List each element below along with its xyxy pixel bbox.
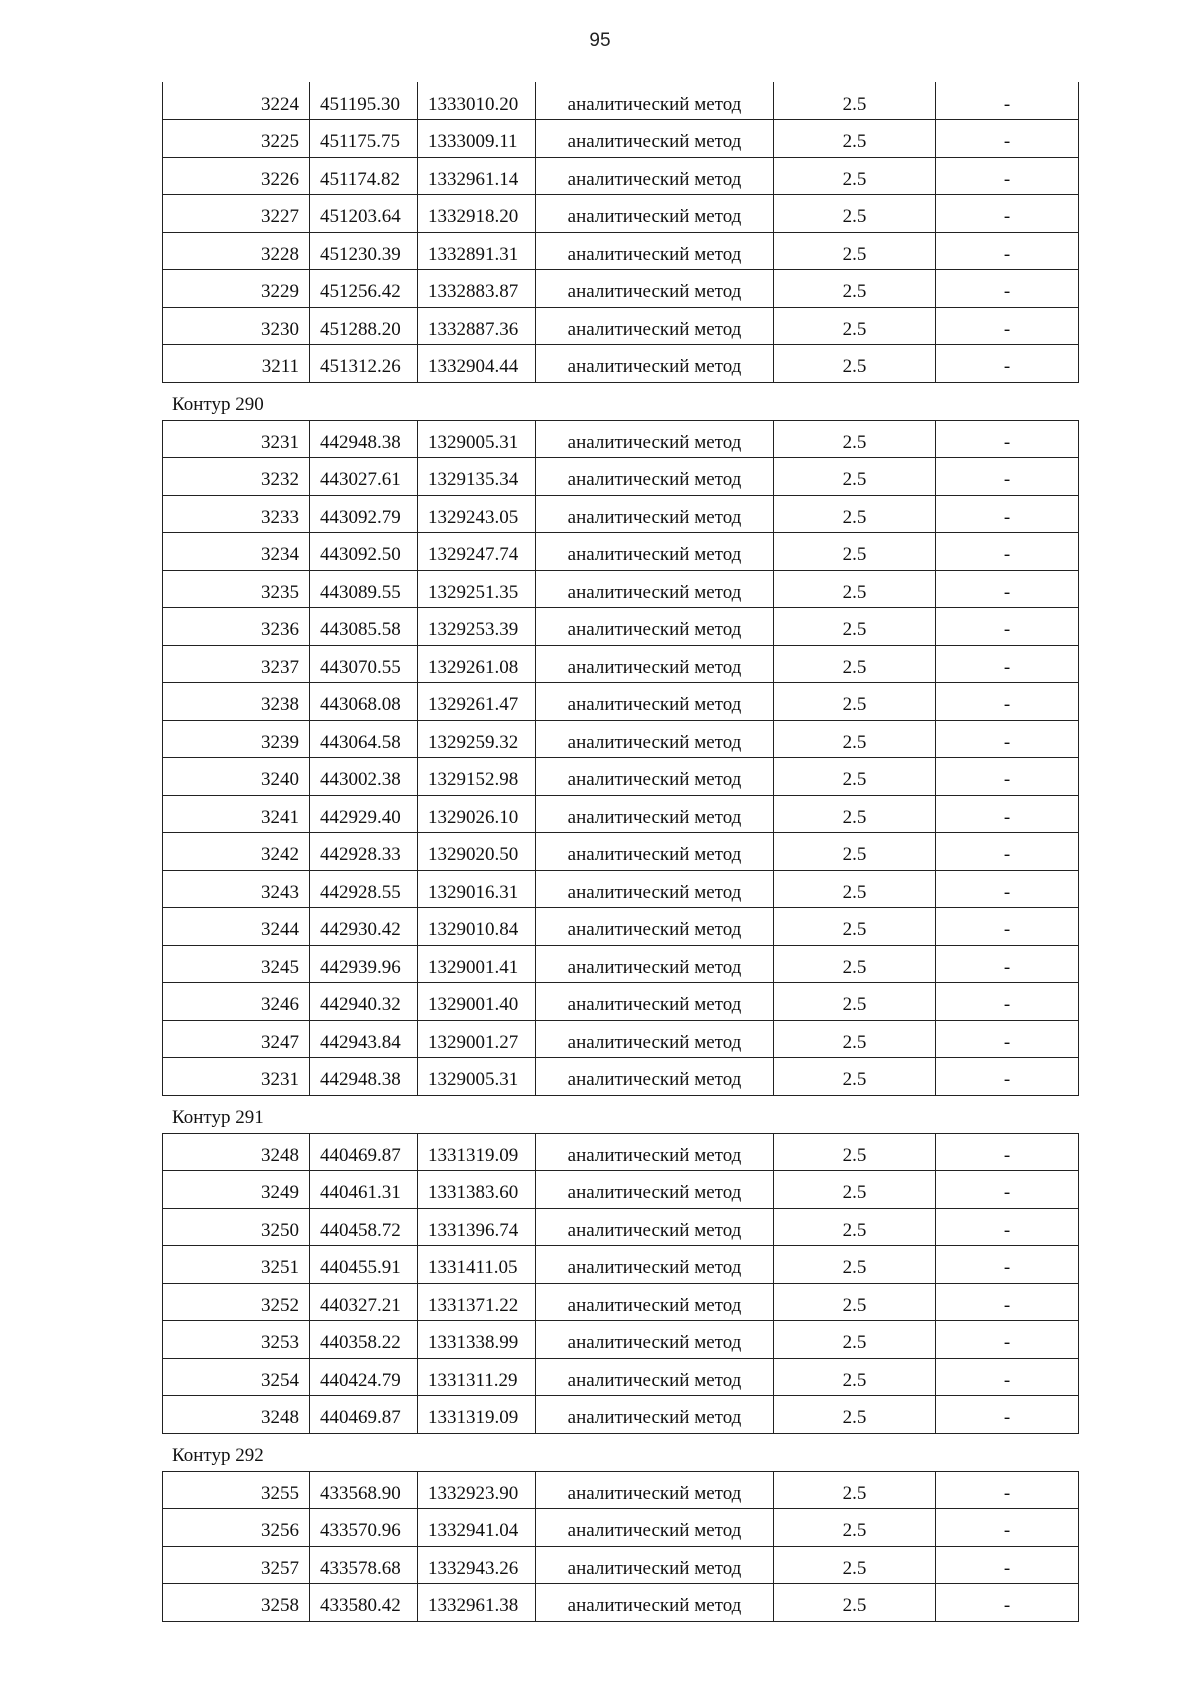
table-row: [163, 945, 1079, 983]
x-coordinate-cell: 433578.68: [310, 1546, 418, 1584]
point-number-cell: 3230: [163, 307, 310, 345]
accuracy-cell: 2.5: [774, 1208, 936, 1246]
table-row: [163, 195, 1079, 233]
point-number-cell: 3229: [163, 270, 310, 308]
point-number-cell: 3246: [163, 983, 310, 1021]
x-coordinate-cell: 440461.31: [310, 1171, 418, 1209]
accuracy-cell: 2.5: [774, 232, 936, 270]
y-coordinate-cell: 1329243.05: [418, 495, 536, 533]
accuracy-cell: 2.5: [774, 908, 936, 946]
x-coordinate-cell: 451256.42: [310, 270, 418, 308]
y-coordinate-cell: 1329251.35: [418, 570, 536, 608]
table-row: [163, 683, 1079, 721]
dash-cell: -: [936, 870, 1079, 908]
dash-cell: -: [936, 1133, 1079, 1171]
point-number-cell: 3257: [163, 1546, 310, 1584]
accuracy-cell: 2.5: [774, 570, 936, 608]
accuracy-cell: 2.5: [774, 533, 936, 571]
table-row: [163, 1171, 1079, 1209]
dash-cell: -: [936, 270, 1079, 308]
method-cell: аналитический метод: [536, 420, 774, 458]
point-number-cell: 3242: [163, 833, 310, 871]
x-coordinate-cell: 451174.82: [310, 157, 418, 195]
table-row: [163, 420, 1079, 458]
point-number-cell: 3225: [163, 120, 310, 158]
accuracy-cell: 2.5: [774, 195, 936, 233]
table-row: [163, 1584, 1079, 1622]
y-coordinate-cell: 1329010.84: [418, 908, 536, 946]
x-coordinate-cell: 433568.90: [310, 1471, 418, 1509]
table-row: [163, 645, 1079, 683]
y-coordinate-cell: 1329261.08: [418, 645, 536, 683]
accuracy-cell: 2.5: [774, 758, 936, 796]
table-row: [163, 833, 1079, 871]
accuracy-cell: 2.5: [774, 1584, 936, 1622]
accuracy-cell: 2.5: [774, 720, 936, 758]
accuracy-cell: 2.5: [774, 683, 936, 721]
table-row: [163, 1546, 1079, 1584]
x-coordinate-cell: 442930.42: [310, 908, 418, 946]
table-row: [163, 120, 1079, 158]
dash-cell: -: [936, 570, 1079, 608]
method-cell: аналитический метод: [536, 157, 774, 195]
dash-cell: -: [936, 945, 1079, 983]
method-cell: аналитический метод: [536, 533, 774, 571]
dash-cell: -: [936, 82, 1079, 120]
table-row: [163, 1246, 1079, 1284]
dash-cell: -: [936, 1171, 1079, 1209]
y-coordinate-cell: 1333009.11: [418, 120, 536, 158]
x-coordinate-cell: 442943.84: [310, 1020, 418, 1058]
contour-title: Контур 290: [172, 393, 264, 415]
point-number-cell: 3251: [163, 1246, 310, 1284]
point-number-cell: 3240: [163, 758, 310, 796]
accuracy-cell: 2.5: [774, 1509, 936, 1547]
coordinates-table: [162, 1471, 1079, 1622]
point-number-cell: 3247: [163, 1020, 310, 1058]
table-row: [163, 1358, 1079, 1396]
table-row: [163, 345, 1079, 383]
dash-cell: -: [936, 533, 1079, 571]
dash-cell: -: [936, 795, 1079, 833]
table-row: [163, 458, 1079, 496]
accuracy-cell: 2.5: [774, 870, 936, 908]
y-coordinate-cell: 1329001.27: [418, 1020, 536, 1058]
method-cell: аналитический метод: [536, 945, 774, 983]
y-coordinate-cell: 1332918.20: [418, 195, 536, 233]
method-cell: аналитический метод: [536, 1133, 774, 1171]
dash-cell: -: [936, 1208, 1079, 1246]
y-coordinate-cell: 1329026.10: [418, 795, 536, 833]
dash-cell: -: [936, 1471, 1079, 1509]
y-coordinate-cell: 1329016.31: [418, 870, 536, 908]
dash-cell: -: [936, 307, 1079, 345]
method-cell: аналитический метод: [536, 270, 774, 308]
x-coordinate-cell: 443070.55: [310, 645, 418, 683]
y-coordinate-cell: 1329005.31: [418, 1058, 536, 1096]
x-coordinate-cell: 451175.75: [310, 120, 418, 158]
x-coordinate-cell: 433570.96: [310, 1509, 418, 1547]
y-coordinate-cell: 1329001.40: [418, 983, 536, 1021]
method-cell: аналитический метод: [536, 458, 774, 496]
point-number-cell: 3238: [163, 683, 310, 721]
point-number-cell: 3234: [163, 533, 310, 571]
dash-cell: -: [936, 608, 1079, 646]
table-row: [163, 270, 1079, 308]
y-coordinate-cell: 1332961.38: [418, 1584, 536, 1622]
accuracy-cell: 2.5: [774, 1358, 936, 1396]
accuracy-cell: 2.5: [774, 608, 936, 646]
coordinates-table: [162, 420, 1079, 1096]
contour-title: Контур 291: [172, 1106, 264, 1128]
y-coordinate-cell: 1329135.34: [418, 458, 536, 496]
y-coordinate-cell: 1332941.04: [418, 1509, 536, 1547]
accuracy-cell: 2.5: [774, 345, 936, 383]
method-cell: аналитический метод: [536, 1584, 774, 1622]
x-coordinate-cell: 442948.38: [310, 1058, 418, 1096]
y-coordinate-cell: 1329001.41: [418, 945, 536, 983]
x-coordinate-cell: 440455.91: [310, 1246, 418, 1284]
y-coordinate-cell: 1329020.50: [418, 833, 536, 871]
y-coordinate-cell: 1332887.36: [418, 307, 536, 345]
y-coordinate-cell: 1332883.87: [418, 270, 536, 308]
accuracy-cell: 2.5: [774, 1283, 936, 1321]
point-number-cell: 3245: [163, 945, 310, 983]
dash-cell: -: [936, 645, 1079, 683]
table-row: [163, 1020, 1079, 1058]
point-number-cell: 3236: [163, 608, 310, 646]
x-coordinate-cell: 433580.42: [310, 1584, 418, 1622]
accuracy-cell: 2.5: [774, 120, 936, 158]
point-number-cell: 3228: [163, 232, 310, 270]
dash-cell: -: [936, 983, 1079, 1021]
dash-cell: -: [936, 157, 1079, 195]
dash-cell: -: [936, 458, 1079, 496]
point-number-cell: 3253: [163, 1321, 310, 1359]
x-coordinate-cell: 442939.96: [310, 945, 418, 983]
point-number-cell: 3250: [163, 1208, 310, 1246]
method-cell: аналитический метод: [536, 870, 774, 908]
x-coordinate-cell: 442948.38: [310, 420, 418, 458]
table-row: [163, 1396, 1079, 1434]
accuracy-cell: 2.5: [774, 795, 936, 833]
point-number-cell: 3231: [163, 1058, 310, 1096]
table-row: [163, 608, 1079, 646]
dash-cell: -: [936, 1509, 1079, 1547]
x-coordinate-cell: 443092.79: [310, 495, 418, 533]
y-coordinate-cell: 1331319.09: [418, 1396, 536, 1434]
dash-cell: -: [936, 1546, 1079, 1584]
accuracy-cell: 2.5: [774, 157, 936, 195]
table-row: [163, 1471, 1079, 1509]
x-coordinate-cell: 443092.50: [310, 533, 418, 571]
table-row: [163, 495, 1079, 533]
accuracy-cell: 2.5: [774, 1396, 936, 1434]
y-coordinate-cell: 1331396.74: [418, 1208, 536, 1246]
table-row: [163, 157, 1079, 195]
method-cell: аналитический метод: [536, 82, 774, 120]
y-coordinate-cell: 1329261.47: [418, 683, 536, 721]
accuracy-cell: 2.5: [774, 82, 936, 120]
table-row: [163, 720, 1079, 758]
y-coordinate-cell: 1329152.98: [418, 758, 536, 796]
method-cell: аналитический метод: [536, 1171, 774, 1209]
y-coordinate-cell: 1331383.60: [418, 1171, 536, 1209]
x-coordinate-cell: 440458.72: [310, 1208, 418, 1246]
accuracy-cell: 2.5: [774, 1321, 936, 1359]
dash-cell: -: [936, 420, 1079, 458]
y-coordinate-cell: 1329259.32: [418, 720, 536, 758]
page-number: 95: [589, 30, 611, 51]
x-coordinate-cell: 442929.40: [310, 795, 418, 833]
y-coordinate-cell: 1331319.09: [418, 1133, 536, 1171]
table-row: [163, 1058, 1079, 1096]
method-cell: аналитический метод: [536, 120, 774, 158]
y-coordinate-cell: 1332904.44: [418, 345, 536, 383]
table-row: [163, 1133, 1079, 1171]
y-coordinate-cell: 1329247.74: [418, 533, 536, 571]
point-number-cell: 3243: [163, 870, 310, 908]
x-coordinate-cell: 440469.87: [310, 1396, 418, 1434]
method-cell: аналитический метод: [536, 195, 774, 233]
contour-title: Контур 292: [172, 1444, 264, 1466]
dash-cell: -: [936, 495, 1079, 533]
y-coordinate-cell: 1329253.39: [418, 608, 536, 646]
y-coordinate-cell: 1333010.20: [418, 82, 536, 120]
point-number-cell: 3233: [163, 495, 310, 533]
y-coordinate-cell: 1331371.22: [418, 1283, 536, 1321]
table-row: [163, 82, 1079, 120]
x-coordinate-cell: 443002.38: [310, 758, 418, 796]
x-coordinate-cell: 443068.08: [310, 683, 418, 721]
x-coordinate-cell: 451203.64: [310, 195, 418, 233]
accuracy-cell: 2.5: [774, 833, 936, 871]
x-coordinate-cell: 440424.79: [310, 1358, 418, 1396]
x-coordinate-cell: 443064.58: [310, 720, 418, 758]
method-cell: аналитический метод: [536, 1396, 774, 1434]
method-cell: аналитический метод: [536, 1020, 774, 1058]
method-cell: аналитический метод: [536, 1058, 774, 1096]
method-cell: аналитический метод: [536, 983, 774, 1021]
dash-cell: -: [936, 1058, 1079, 1096]
method-cell: аналитический метод: [536, 720, 774, 758]
x-coordinate-cell: 451312.26: [310, 345, 418, 383]
table-row: [163, 1208, 1079, 1246]
accuracy-cell: 2.5: [774, 945, 936, 983]
accuracy-cell: 2.5: [774, 307, 936, 345]
method-cell: аналитический метод: [536, 1283, 774, 1321]
point-number-cell: 3256: [163, 1509, 310, 1547]
point-number-cell: 3244: [163, 908, 310, 946]
table-row: [163, 1283, 1079, 1321]
coordinates-document: [162, 82, 1078, 1622]
method-cell: аналитический метод: [536, 307, 774, 345]
x-coordinate-cell: 442940.32: [310, 983, 418, 1021]
dash-cell: -: [936, 833, 1079, 871]
point-number-cell: 3224: [163, 82, 310, 120]
x-coordinate-cell: 443027.61: [310, 458, 418, 496]
method-cell: аналитический метод: [536, 1208, 774, 1246]
table-row: [163, 795, 1079, 833]
point-number-cell: 3232: [163, 458, 310, 496]
point-number-cell: 3252: [163, 1283, 310, 1321]
accuracy-cell: 2.5: [774, 1133, 936, 1171]
accuracy-cell: 2.5: [774, 1058, 936, 1096]
method-cell: аналитический метод: [536, 758, 774, 796]
table-row: [163, 533, 1079, 571]
method-cell: аналитический метод: [536, 232, 774, 270]
method-cell: аналитический метод: [536, 908, 774, 946]
method-cell: аналитический метод: [536, 645, 774, 683]
x-coordinate-cell: 451230.39: [310, 232, 418, 270]
x-coordinate-cell: 442928.33: [310, 833, 418, 871]
method-cell: аналитический метод: [536, 608, 774, 646]
dash-cell: -: [936, 1358, 1079, 1396]
y-coordinate-cell: 1331338.99: [418, 1321, 536, 1359]
method-cell: аналитический метод: [536, 345, 774, 383]
accuracy-cell: 2.5: [774, 1020, 936, 1058]
x-coordinate-cell: 440327.21: [310, 1283, 418, 1321]
accuracy-cell: 2.5: [774, 270, 936, 308]
accuracy-cell: 2.5: [774, 495, 936, 533]
x-coordinate-cell: 443085.58: [310, 608, 418, 646]
method-cell: аналитический метод: [536, 1471, 774, 1509]
point-number-cell: 3249: [163, 1171, 310, 1209]
accuracy-cell: 2.5: [774, 645, 936, 683]
coordinates-table: [162, 82, 1079, 383]
method-cell: аналитический метод: [536, 1546, 774, 1584]
dash-cell: -: [936, 1396, 1079, 1434]
accuracy-cell: 2.5: [774, 1171, 936, 1209]
point-number-cell: 3211: [163, 345, 310, 383]
accuracy-cell: 2.5: [774, 983, 936, 1021]
dash-cell: -: [936, 120, 1079, 158]
accuracy-cell: 2.5: [774, 1546, 936, 1584]
point-number-cell: 3248: [163, 1396, 310, 1434]
dash-cell: -: [936, 720, 1079, 758]
accuracy-cell: 2.5: [774, 458, 936, 496]
dash-cell: -: [936, 232, 1079, 270]
coordinates-table: [162, 1133, 1079, 1434]
method-cell: аналитический метод: [536, 833, 774, 871]
dash-cell: -: [936, 1246, 1079, 1284]
table-row: [163, 908, 1079, 946]
point-number-cell: 3226: [163, 157, 310, 195]
table-row: [163, 307, 1079, 345]
accuracy-cell: 2.5: [774, 1471, 936, 1509]
point-number-cell: 3235: [163, 570, 310, 608]
method-cell: аналитический метод: [536, 683, 774, 721]
method-cell: аналитический метод: [536, 495, 774, 533]
table-row: [163, 758, 1079, 796]
dash-cell: -: [936, 1584, 1079, 1622]
method-cell: аналитический метод: [536, 1321, 774, 1359]
table-row: [163, 983, 1079, 1021]
accuracy-cell: 2.5: [774, 420, 936, 458]
point-number-cell: 3237: [163, 645, 310, 683]
method-cell: аналитический метод: [536, 570, 774, 608]
x-coordinate-cell: 440469.87: [310, 1133, 418, 1171]
y-coordinate-cell: 1332961.14: [418, 157, 536, 195]
dash-cell: -: [936, 195, 1079, 233]
y-coordinate-cell: 1329005.31: [418, 420, 536, 458]
dash-cell: -: [936, 758, 1079, 796]
dash-cell: -: [936, 1020, 1079, 1058]
point-number-cell: 3258: [163, 1584, 310, 1622]
dash-cell: -: [936, 1321, 1079, 1359]
method-cell: аналитический метод: [536, 795, 774, 833]
point-number-cell: 3255: [163, 1471, 310, 1509]
dash-cell: -: [936, 683, 1079, 721]
dash-cell: -: [936, 345, 1079, 383]
x-coordinate-cell: 451195.30: [310, 82, 418, 120]
point-number-cell: 3254: [163, 1358, 310, 1396]
point-number-cell: 3231: [163, 420, 310, 458]
method-cell: аналитический метод: [536, 1246, 774, 1284]
x-coordinate-cell: 443089.55: [310, 570, 418, 608]
table-row: [163, 870, 1079, 908]
point-number-cell: 3227: [163, 195, 310, 233]
y-coordinate-cell: 1332943.26: [418, 1546, 536, 1584]
table-row: [163, 1321, 1079, 1359]
method-cell: аналитический метод: [536, 1509, 774, 1547]
point-number-cell: 3248: [163, 1133, 310, 1171]
table-row: [163, 570, 1079, 608]
accuracy-cell: 2.5: [774, 1246, 936, 1284]
table-row: [163, 232, 1079, 270]
x-coordinate-cell: 440358.22: [310, 1321, 418, 1359]
y-coordinate-cell: 1331411.05: [418, 1246, 536, 1284]
y-coordinate-cell: 1332923.90: [418, 1471, 536, 1509]
dash-cell: -: [936, 1283, 1079, 1321]
point-number-cell: 3241: [163, 795, 310, 833]
table-row: [163, 1509, 1079, 1547]
y-coordinate-cell: 1331311.29: [418, 1358, 536, 1396]
dash-cell: -: [936, 908, 1079, 946]
method-cell: аналитический метод: [536, 1358, 774, 1396]
x-coordinate-cell: 442928.55: [310, 870, 418, 908]
y-coordinate-cell: 1332891.31: [418, 232, 536, 270]
x-coordinate-cell: 451288.20: [310, 307, 418, 345]
point-number-cell: 3239: [163, 720, 310, 758]
